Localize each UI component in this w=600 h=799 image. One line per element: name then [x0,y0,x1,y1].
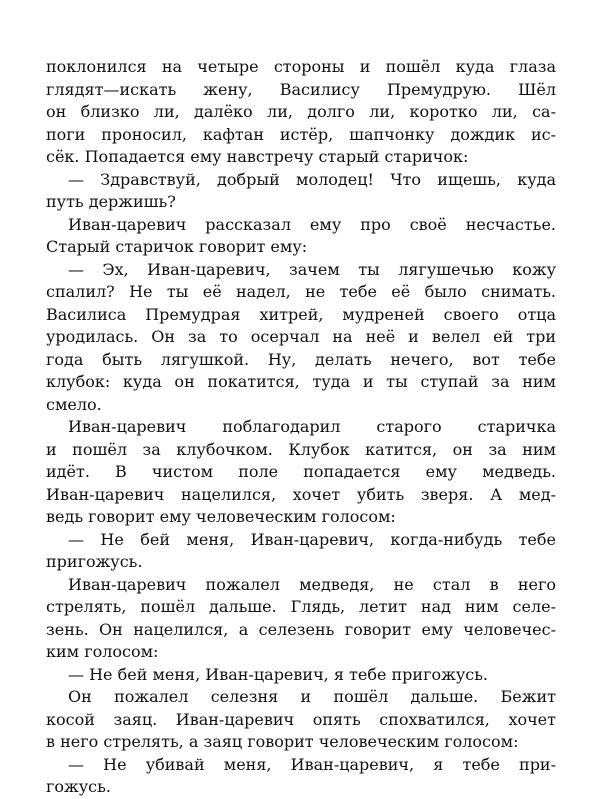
text-line: клубок: куда он покатится, туда и ты ступай за ним [46,372,556,391]
paragraph-7 [46,574,556,664]
paragraph-3 [46,214,556,259]
text-line: поги проносил, кафтан истёр, шапчонку дождик ис- [46,124,556,144]
text-line: сёк. Попадается ему навстречу старый старичок: [46,147,469,166]
text-line: — Эх, Иван-царевич, зачем ты лягушечью кожу [68,259,556,279]
paragraph-9 [46,686,556,754]
text-line: Он пожалел селезня и пошёл дальше. Бежит [68,687,556,706]
paragraph-2 [46,169,556,214]
text-line: — Не бей меня, Иван-царевич, когда-нибудь тебе [68,529,556,549]
text-line: — Не бей меня, Иван-царевич, я тебе пригожусь. [68,664,488,684]
text-line: и пошёл за клубочком. Клубок катится, он за ним [46,439,556,459]
text-line: смело. [46,394,102,414]
text-line: спалил? Не ты её надел, не тебе её было снимать. [46,282,556,301]
text-line: путь держишь? [46,192,176,211]
text-line: гожусь. [46,777,111,796]
text-line: — Не убивай меня, Иван-царевич, я тебе при- [68,754,556,774]
paragraph-4 [46,259,556,417]
text-line: Иван-царевич рассказал ему про своё несчастье. [68,214,556,234]
text-line: Иван-царевич нацелился, хочет убить зверя. А мед- [46,484,556,504]
text-line: Старый старичок говорит ему: [46,237,308,256]
text-line: Иван-царевич поблагодарил старого старичка [68,417,556,436]
text-line: идёт. В чистом поле попадается ему медведь. [46,462,556,481]
text-line: уродилась. Он за то осерчал на неё и велел ей три [46,327,556,346]
text-line: в него стрелять, а заяц говорит человеческим голосом: [46,732,519,751]
text-line: ким голосом: [46,642,159,661]
text-line: косой заяц. Иван-царевич опять спохватился, хочет [46,709,556,729]
book-page [46,56,556,799]
paragraph-5 [46,416,556,529]
paragraph-10 [46,754,556,799]
text-line: зень. Он нацелился, а селезень говорит ему человечес- [46,619,556,639]
text-line: стрелять, пошёл дальше. Глядь, летит над ним селе- [46,597,556,616]
text-line: глядят—искать жену, Василису Премудрую. Шёл [46,79,556,99]
text-line: он близко ли, далёко ли, долго ли, коротко ли, са- [46,102,556,121]
paragraph-6 [46,529,556,574]
text-line: года быть лягушкой. Ну, делать нечего, вот тебе [46,349,556,369]
paragraph-8 [46,664,556,687]
text-line: ведь говорит ему человеческим голосом: [46,507,396,526]
text-line: поклонился на четыре стороны и пошёл куда глаза [46,57,556,76]
text-line: Иван-царевич пожалел медведя, не стал в него [68,574,556,594]
text-line: Василиса Премудрая хитрей, мудреней своего отца [46,304,556,324]
text-line: — Здравствуй, добрый молодец! Что ищешь, куда [68,169,556,189]
text-line: пригожусь. [46,552,143,571]
paragraph-1 [46,56,556,169]
